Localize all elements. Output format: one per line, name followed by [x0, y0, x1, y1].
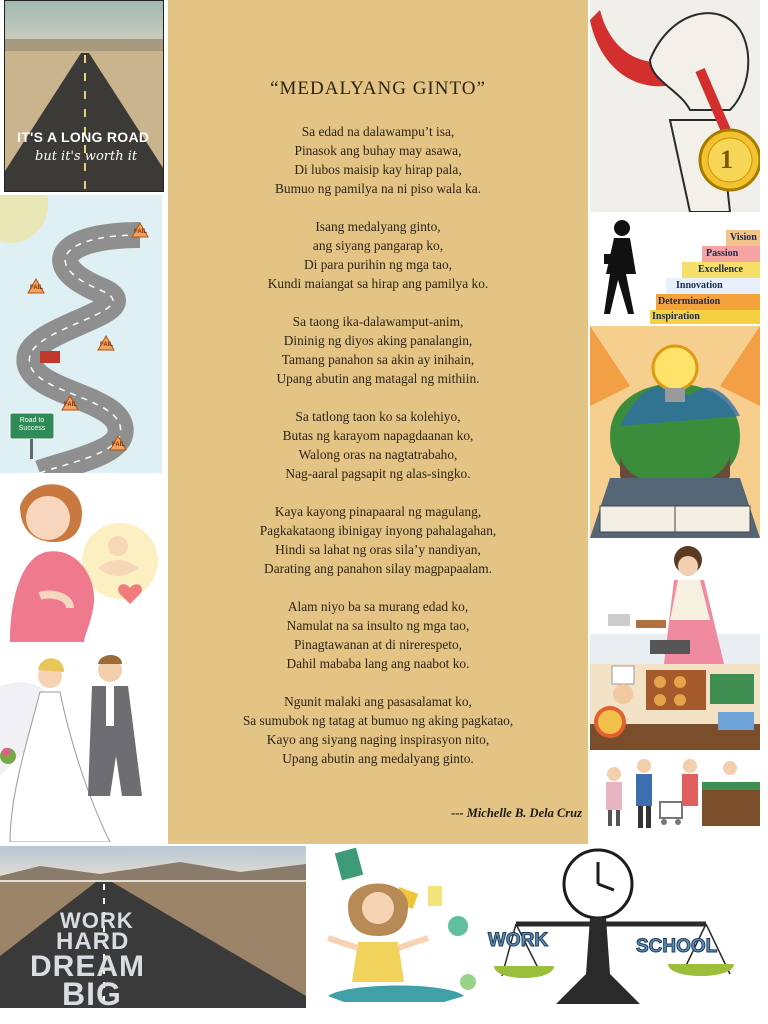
road-to-success-image	[0, 195, 162, 473]
poem-title: “MEDALYANG GINTO”	[270, 78, 486, 99]
fail-sign-label: FAIL	[112, 442, 125, 448]
poem-line: Pinagtawanan at di nirerespeto,	[293, 637, 463, 652]
scale-school-label: SCHOOL	[636, 936, 718, 957]
poem-line: Sa tatlong taon ko sa kolehiyo,	[295, 409, 461, 424]
long-road-subtitle: but it's worth it	[35, 149, 138, 164]
stanza-5	[168, 502, 588, 578]
cooking-woman-image	[590, 540, 760, 664]
fail-sign-label: FAIL	[134, 229, 147, 235]
pregnant-woman-image	[0, 476, 166, 642]
poem-line: Di lubos maisip kay hirap pala,	[294, 162, 462, 177]
stanza-3	[168, 312, 588, 388]
long-road-title: IT'S A LONG ROAD	[17, 129, 150, 145]
slogan-big: BIG	[62, 976, 122, 1008]
poem-panel	[168, 0, 588, 844]
stair-step-1: Vision	[730, 232, 757, 243]
poem-line: Upang abutin ang medalyang ginto.	[282, 751, 474, 766]
poem-line: ang siyang pangarap ko,	[312, 238, 444, 253]
road-to-success-sign: Road to Success	[18, 417, 46, 432]
work-school-balance-image	[486, 846, 762, 1008]
poem-line: Di para purihin ng mga tao,	[303, 257, 452, 272]
poem-line: Kundi maiangat sa hirap ang pamilya ko.	[267, 276, 489, 291]
poem-line: Sa edad na dalawampu’t isa,	[301, 124, 455, 139]
scale-work-label: WORK	[488, 930, 549, 951]
fail-sign-label: FAIL	[100, 342, 113, 348]
poem-line: Kayo ang siyang naging inspirasyon nito,	[266, 732, 490, 747]
long-road-image	[4, 0, 164, 192]
stair-step-2: Passion	[706, 248, 739, 259]
slogan-hard: HARD	[56, 928, 130, 955]
poem-line: Dahil mababa lang ang naabot ko.	[286, 656, 470, 671]
meditating-student-image	[308, 846, 484, 1008]
poem-body	[168, 122, 588, 787]
wedding-couple-image	[0, 646, 166, 842]
fail-sign-label: FAIL	[30, 285, 43, 291]
stair-step-4: Innovation	[676, 280, 723, 291]
poem-line: Alam niyo ba sa murang edad ko,	[287, 599, 469, 614]
fail-sign-label: FAIL	[64, 402, 77, 408]
poem-line: Pinasok ang buhay may asawa,	[294, 143, 462, 158]
gold-medal-image	[590, 0, 760, 212]
stair-step-3: Excellence	[698, 264, 743, 275]
poem-line: Hindi sa lahat ng oras sila’y nandiyan,	[275, 542, 481, 557]
stanza-1	[168, 122, 588, 198]
pizza-chef-image	[590, 664, 760, 750]
shopping-family-image	[590, 752, 760, 842]
poem-line: Kaya kayong pinapaaral ng magulang,	[274, 504, 482, 519]
stair-step-6: Inspiration	[652, 311, 700, 322]
poem-line: Sa taong ika-dalawamput-anim,	[292, 314, 464, 329]
success-stairs-image	[590, 214, 760, 324]
stair-step-5: Determination	[658, 296, 721, 307]
poem-line: Walong oras na nagtatrabaho,	[298, 447, 458, 462]
work-hard-dream-big-image	[0, 846, 306, 1008]
medal-number: 1	[720, 145, 733, 174]
thinking-student-image	[590, 326, 760, 538]
stanza-2	[168, 217, 588, 293]
poem-line: Bumuo ng pamilya na ni piso wala ka.	[274, 181, 482, 196]
poem-line: Butas ng karayom napagdaanan ko,	[282, 428, 474, 443]
poem-line: Isang medalyang ginto,	[315, 219, 441, 234]
stanza-7	[168, 692, 588, 768]
poem-line: Pagkakataong ibinigay inyong pahalagahan,	[259, 523, 497, 538]
poem-line: Darating ang panahon silay magpapaalam.	[264, 561, 492, 576]
poem-line: Nag-aaral pagsapit ng alas-singko.	[285, 466, 471, 481]
stanza-6	[168, 597, 588, 673]
poem-line: Dininig ng diyos aking panalangin,	[283, 333, 473, 348]
poem-line: Tamang panahon sa akin ay inihain,	[281, 352, 475, 367]
poem-line: Ngunit malaki ang pasasalamat ko,	[284, 694, 472, 709]
stanza-4	[168, 407, 588, 483]
poem-line: Upang abutin ang matagal ng mithiin.	[276, 371, 480, 386]
poem-line: Namulat na sa insulto ng mga tao,	[286, 618, 470, 633]
slogan-dream: DREAM	[30, 950, 145, 983]
poem-author: --- Michelle B. Dela Cruz	[451, 806, 582, 820]
slogan-work: WORK	[60, 908, 134, 933]
poem-line: Sa sumubok ng tatag at bumuo ng aking pagkatao,	[242, 713, 514, 728]
